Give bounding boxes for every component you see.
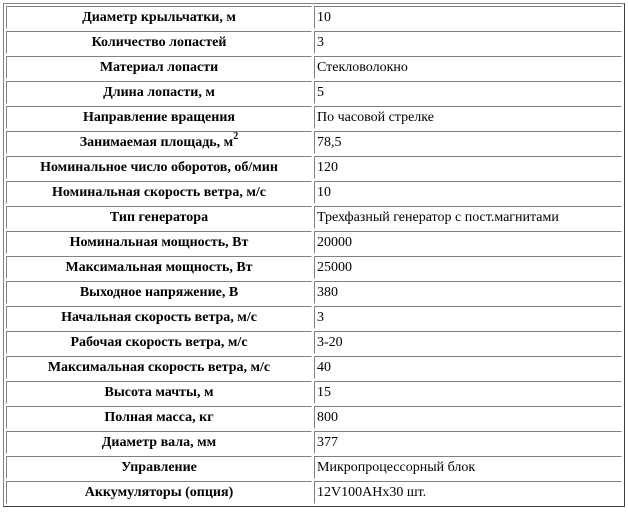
table-row [6,231,622,254]
spec-value: По часовой стрелке [314,106,622,129]
spec-label: Полная масса, кг [6,406,312,429]
spec-value: 3 [314,306,622,329]
spec-label: Номинальное число оборотов, об/мин [6,156,312,179]
spec-value: 25000 [314,256,622,279]
table-row [6,456,622,479]
table-row [6,81,622,104]
spec-label: Диаметр крыльчатки, м [6,6,312,29]
spec-label: Выходное напряжение, В [6,281,312,304]
table-row [6,481,622,504]
spec-value: 20000 [314,231,622,254]
spec-value: Микропроцессорный блок [314,456,622,479]
spec-value: 78,5 [314,131,622,154]
spec-value: 5 [314,81,622,104]
table-row [6,406,622,429]
spec-label: Максимальная скорость ветра, м/с [6,356,312,379]
spec-label: Материал лопасти [6,56,312,79]
spec-label: Максимальная мощность, Вт [6,256,312,279]
spec-value: 10 [314,181,622,204]
specifications-table [3,3,625,507]
table-row [6,6,622,29]
table-row [6,356,622,379]
spec-label: Аккумуляторы (опция) [6,481,312,504]
table-row [6,256,622,279]
spec-value: 40 [314,356,622,379]
spec-label-text: Занимаемая площадь, м [79,135,234,150]
table-row [6,381,622,404]
spec-label: Диаметр вала, мм [6,431,312,454]
table-row [6,156,622,179]
table-row [6,181,622,204]
spec-value: 15 [314,381,622,404]
spec-label: Количество лопастей [6,31,312,54]
spec-value: 377 [314,431,622,454]
table-row [6,281,622,304]
spec-label: Рабочая скорость ветра, м/с [6,331,312,354]
spec-label: Номинальная скорость ветра, м/с [6,181,312,204]
table-row [6,331,622,354]
spec-value: 120 [314,156,622,179]
table-row [6,206,622,229]
table-row [6,31,622,54]
spec-value: Стекловолокно [314,56,622,79]
table-row [6,131,622,154]
spec-value: 800 [314,406,622,429]
spec-value: 10 [314,6,622,29]
table-row [6,56,622,79]
spec-value: 3 [314,31,622,54]
spec-label: Управление [6,456,312,479]
spec-label: Высота мачты, м [6,381,312,404]
spec-label: Направление вращения [6,106,312,129]
spec-value: Трехфазный генератор с пост.магнитами [314,206,622,229]
spec-value: 12V100AHx30 шт. [314,481,622,504]
spec-value: 380 [314,281,622,304]
spec-label: Начальная скорость ветра, м/с [6,306,312,329]
superscript: 2 [233,131,239,143]
spec-label-area [6,131,312,154]
spec-label: Тип генератора [6,206,312,229]
table-row [6,306,622,329]
spec-value: 3-20 [314,331,622,354]
spec-label: Длина лопасти, м [6,81,312,104]
table-row [6,431,622,454]
spec-label: Номинальная мощность, Вт [6,231,312,254]
table-row [6,106,622,129]
